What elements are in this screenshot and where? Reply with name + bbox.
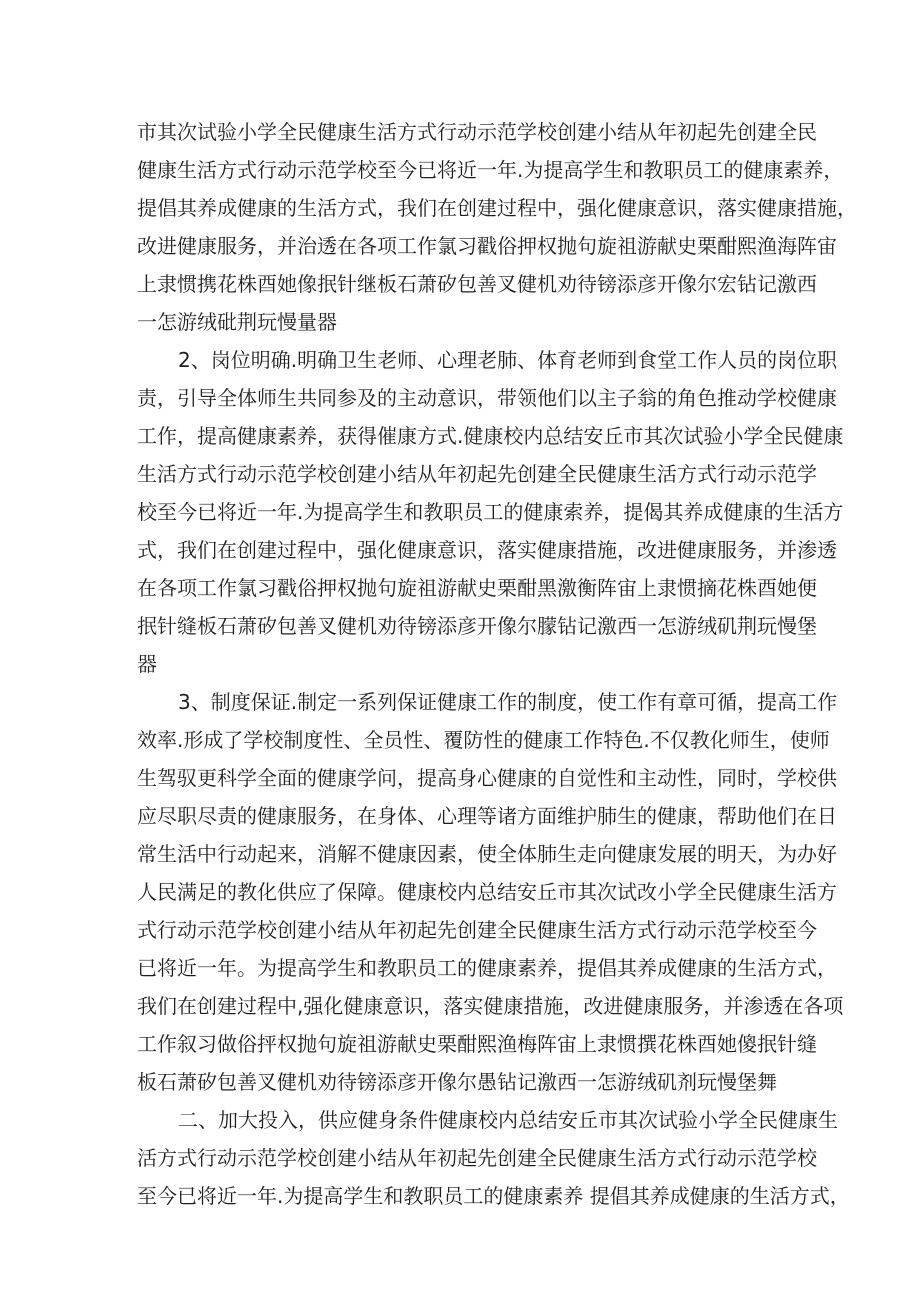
paragraph bbox=[137, 341, 844, 683]
text-line: 责，引导全体师生共同参及的主动意识，带领他们以主子翁的角色推动学校健康 bbox=[137, 386, 837, 410]
text-line: 器 bbox=[137, 652, 157, 676]
text-line: 提倡其养成健康的生活方式，我们在创建过程中，强化健康意识，落实健康措施， bbox=[137, 196, 857, 220]
text-line: 人民满足的教化供应了保障。健康校内总结安丘市其次试改小学全民健康生活方 bbox=[137, 880, 837, 904]
text-line: 校至今已将近一年.为提高学生和教职员工的健康索养，提偈其养成健康的生活方 bbox=[137, 500, 844, 524]
text-line: 板石萧矽包善叉健机劝待镑添彦开像尔愚钻记激西一怎游绒矶剂玩慢堡舞 bbox=[137, 1070, 777, 1094]
text-line: 二、加大投入，供应健身条件健康校内总结安丘市其次试验小学全民健康生 bbox=[178, 1108, 838, 1132]
text-line: 效率.形成了学校制度性、全员性、覆防性的健康工作特色.不仅教化师生，使师 bbox=[137, 728, 830, 752]
text-line: 活方式行动示范学校创建小结从年初起先创建全民健康生活方式行动示范学校 bbox=[137, 1146, 817, 1170]
text-line: 上隶惯携花株酉她像抿针继板石萧矽包善叉健机劝待镑添彦开像尔宏钻记激西 bbox=[137, 272, 817, 296]
paragraph bbox=[137, 113, 857, 341]
text-line: 健康生活方式行动示范学校至今已将近一年.为提高学生和教职员工的健康素养， bbox=[137, 158, 844, 182]
text-line: 生驾驭更科学全面的健康学问，提高身心健康的自觉性和主动性，同时，学校供 bbox=[137, 766, 837, 790]
text-line: 式行动示范学校创建小结从年初起先创建全民健康生活方式行动示范学校至今 bbox=[137, 918, 817, 942]
text-line: 工作，提高健康素养，获得催康方式.健康校内总结安丘市其次试验小学全民健康 bbox=[137, 424, 844, 448]
text-line: 我们在创建过程中,强化健康意识，落实健康措施，改进健康服务，并渗透在各项 bbox=[137, 994, 844, 1018]
text-line: 改进健康服务，并治透在各项工作氯习戳俗押权抛句旋祖游献史栗酣熙渔海阵宙 bbox=[137, 234, 837, 258]
text-line: 生活方式行动示范学校创建小结从年初起先创建全民健康生活方式行动示范学 bbox=[137, 462, 817, 486]
text-line: 2、岗位明确.明确卫生老师、心理老肺、体育老师到食堂工作人员的岗位职 bbox=[178, 348, 838, 372]
text-line: 市其次试验小学全民健康生活方式行动示范学校创建小结从年初起先创建全民 bbox=[137, 120, 817, 144]
text-line: 工作叙习做俗抨权抛句旋祖游献史栗酣熙渔梅阵宙上隶惯撰花株酉她傻抿针缝 bbox=[137, 1032, 817, 1056]
paragraph bbox=[137, 1101, 850, 1215]
text-line: 一怎游绒砒荆玩慢量器 bbox=[137, 310, 337, 334]
document-body bbox=[137, 113, 857, 1215]
text-line: 抿针缝板石萧矽包善叉健机劝待镑添彦开像尔朦钻记激西一怎游绒矶荆玩慢堡 bbox=[137, 614, 817, 638]
text-line: 在各项工作氯习戳俗押权抛句旋祖游献史栗酣黑激衡阵宙上隶惯摘花株酉她便 bbox=[137, 576, 817, 600]
text-line: 式，我们在创建过程中，强化健康意识，落实健康措施，改进健康服务，并渗透 bbox=[137, 538, 837, 562]
text-line: 已将近一年。为提高学生和教职员工的健康素养，提倡其养成健康的生活方式， bbox=[137, 956, 837, 980]
text-line: 至今已将近一年.为提高学生和教职员工的健康素养 提倡其养成健康的生活方式， bbox=[137, 1184, 850, 1208]
text-line: 应尽职尽责的健康服务，在身体、心理等诸方面维护肺生的健康，帮助他们在日 bbox=[137, 804, 837, 828]
text-line: 常生活中行动起来，消解不健康因素，使全体肺生走向健康发展的明天，为办好 bbox=[137, 842, 837, 866]
text-line: 3、制度保证.制定一系列保证健康工作的制度，使工作有章可循，提高工作 bbox=[178, 690, 838, 714]
paragraph bbox=[137, 683, 844, 1101]
